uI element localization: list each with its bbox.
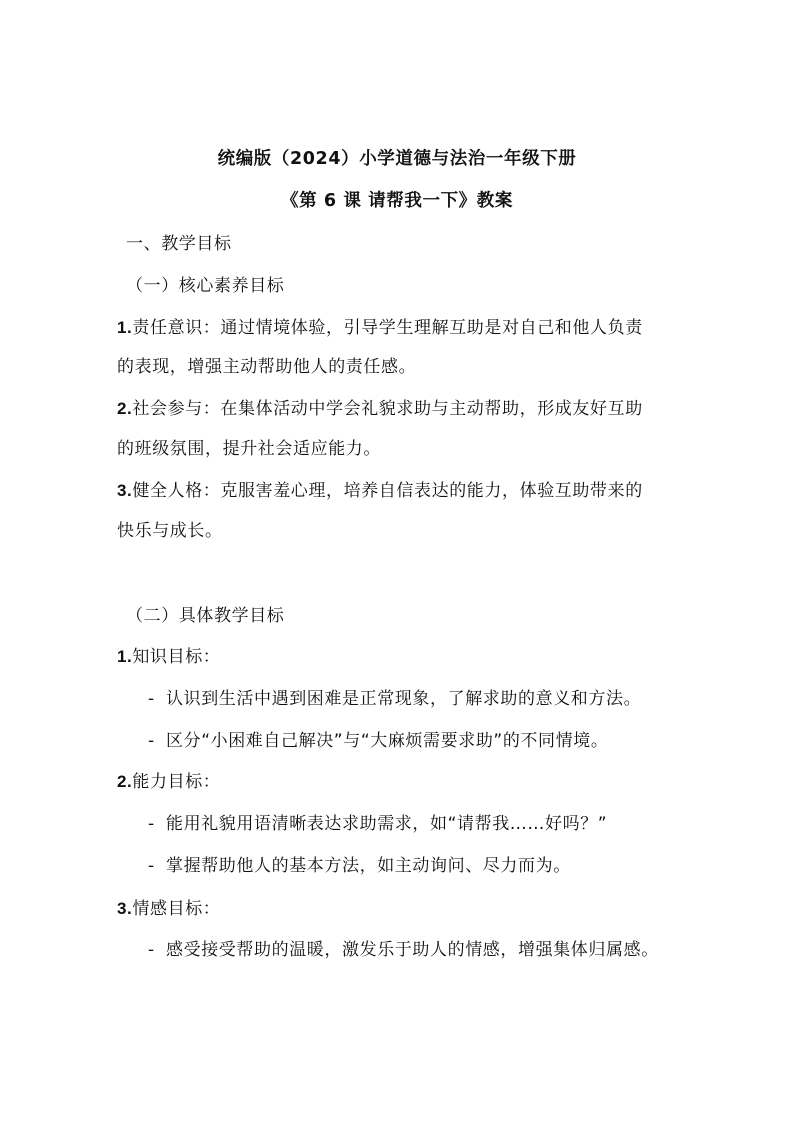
specific-goal-2-heading [117, 771, 220, 793]
specific-goal-1-label: 知识目标： [132, 647, 221, 667]
list-item [148, 688, 641, 710]
subsection-heading-core: （一）核心素养目标 [126, 276, 285, 296]
core-goal-3-cont: 快乐与成长。 [117, 521, 223, 541]
core-goal-2-number: 2. [117, 399, 133, 418]
core-goal-1-number: 1. [117, 318, 133, 337]
list-item-text: 掌握帮助他人的基本方法，如主动询问、尽力而为。 [166, 856, 571, 876]
core-goal-3-number: 3. [117, 481, 133, 500]
list-dash: - [148, 814, 155, 834]
specific-goal-2-label: 能力目标： [132, 772, 221, 792]
specific-goal-1-number: 1. [117, 647, 133, 666]
core-goal-2-text: 社会参与：在集体活动中学会礼貌求助与主动帮助，形成友好互助 [132, 399, 643, 419]
specific-goal-3-heading [117, 898, 220, 920]
list-item-text: 认识到生活中遇到困难是正常现象，了解求助的意义和方法。 [166, 689, 642, 709]
list-item-text: 能用礼貌用语清晰表达求助需求，如“请帮我……好吗？” [166, 814, 608, 834]
list-dash: - [148, 689, 155, 709]
list-item-text: 感受接受帮助的温暖，激发乐于助人的情感，增强集体归属感。 [166, 940, 659, 960]
specific-goal-1-heading [117, 646, 220, 668]
list-dash: - [148, 940, 155, 960]
list-item [148, 855, 571, 877]
list-item [148, 730, 608, 752]
list-item [148, 939, 659, 961]
doc-title-line1: 统编版（2024）小学道德与法治一年级下册 [217, 149, 577, 169]
core-goal-2-cont: 的班级氛围，提升社会适应能力。 [117, 439, 381, 459]
list-dash: - [148, 856, 155, 876]
core-goal-1-text: 责任意识：通过情境体验，引导学生理解互助是对自己和他人负责 [132, 318, 643, 338]
core-goal-1-cont: 的表现，增强主动帮助他人的责任感。 [117, 357, 417, 377]
core-goal-3-text: 健全人格：克服害羞心理，培养自信表达的能力，体验互助带来的 [132, 481, 643, 501]
list-item [148, 813, 607, 835]
specific-goal-2-number: 2. [117, 772, 133, 791]
core-goal-3 [117, 480, 643, 502]
section-heading-objectives: 一、教学目标 [126, 234, 232, 254]
core-goal-1 [117, 317, 643, 339]
doc-title-line2: 《第 6 课 请帮我一下》教案 [281, 191, 513, 211]
core-goal-2 [117, 398, 643, 420]
list-item-text: 区分“小困难自己解决”与“大麻烦需要求助”的不同情境。 [166, 731, 609, 751]
list-dash: - [148, 731, 155, 751]
subsection-heading-specific: （二）具体教学目标 [126, 606, 285, 626]
specific-goal-3-label: 情感目标： [132, 899, 221, 919]
specific-goal-3-number: 3. [117, 899, 133, 918]
